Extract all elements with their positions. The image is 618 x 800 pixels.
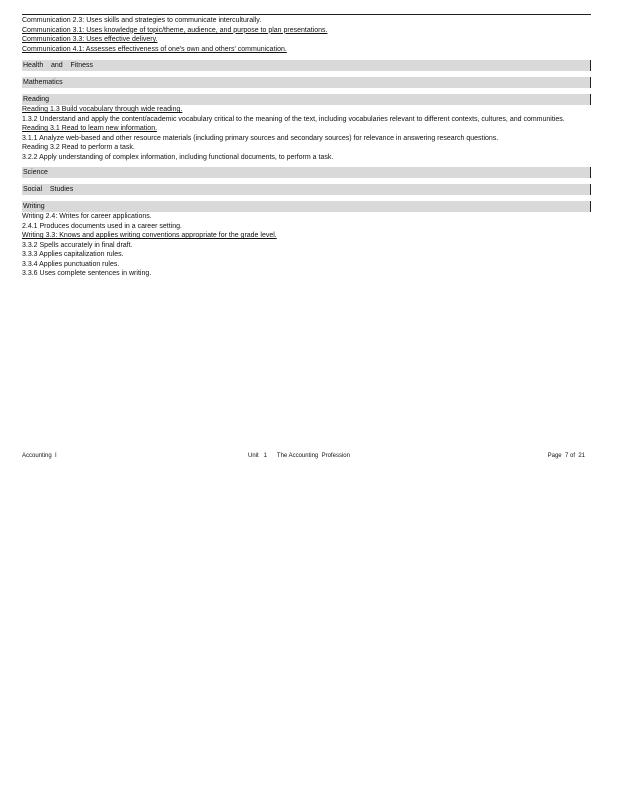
reading-list — [22, 105, 591, 162]
communication-line-3: Communication 4.1: Assesses effectiveness of one's own and others' communication. — [22, 45, 287, 53]
writing-line-5: 3.3.4 Applies punctuation rules. — [22, 260, 120, 268]
section-header-writing: Writing — [22, 201, 591, 212]
section-header-mathematics: Mathematics — [22, 77, 591, 88]
writing-list — [22, 212, 591, 279]
reading-line-3: 3.1.1 Analyze web-based and other resource materials (including primary sources and secondary sources) for relevance in answering research questions. — [22, 134, 499, 142]
section-header-reading: Reading — [22, 94, 591, 105]
reading-line-5: 3.2.2 Apply understanding of complex information, including functional documents, to perform a task. — [22, 153, 334, 161]
footer-page-number: Page 7 of 21 — [547, 453, 585, 459]
writing-line-6: 3.3.6 Uses complete sentences in writing. — [22, 270, 152, 277]
writing-line-3: 3.3.2 Spells accurately in final draft. — [22, 241, 133, 249]
section-header-health: Health and Fitness — [22, 60, 591, 71]
section-header-social-studies: Social Studies — [22, 184, 591, 195]
reading-line-1: 1.3.2 Understand and apply the content/academic vocabulary critical to the meaning of the text, including vocabularies relevant to different contexts, cultures, and communities. — [22, 115, 565, 123]
reading-line-0: Reading 1.3 Build vocabulary through wide reading. — [22, 106, 183, 113]
reading-line-4: Reading 3.2 Read to perform a task. — [22, 144, 135, 151]
footer-course: Accounting I — [22, 453, 57, 459]
document-page — [22, 14, 591, 279]
section-header-science: Science — [22, 167, 591, 178]
writing-line-2: Writing 3.3: Knows and applies writing conventions appropriate for the grade level. — [22, 232, 277, 239]
communication-list — [22, 16, 591, 54]
writing-line-1: 2.4.1 Produces documents used in a career setting. — [22, 222, 182, 230]
writing-line-0: Writing 2.4: Writes for career applications. — [22, 213, 152, 220]
top-rule — [22, 14, 591, 15]
reading-line-2: Reading 3.1 Read to learn new information. — [22, 125, 158, 132]
footer-unit: Unit 1 The Accounting Profession — [248, 453, 350, 459]
communication-line-0: Communication 2.3: Uses skills and strategies to communicate interculturally. — [22, 17, 262, 24]
communication-line-1: Communication 3.1: Uses knowledge of topic/theme, audience, and purpose to plan presentations. — [22, 26, 328, 34]
writing-line-4: 3.3.3 Applies capitalization rules. — [22, 251, 124, 258]
communication-line-2: Communication 3.3: Uses effective delivery. — [22, 36, 158, 43]
